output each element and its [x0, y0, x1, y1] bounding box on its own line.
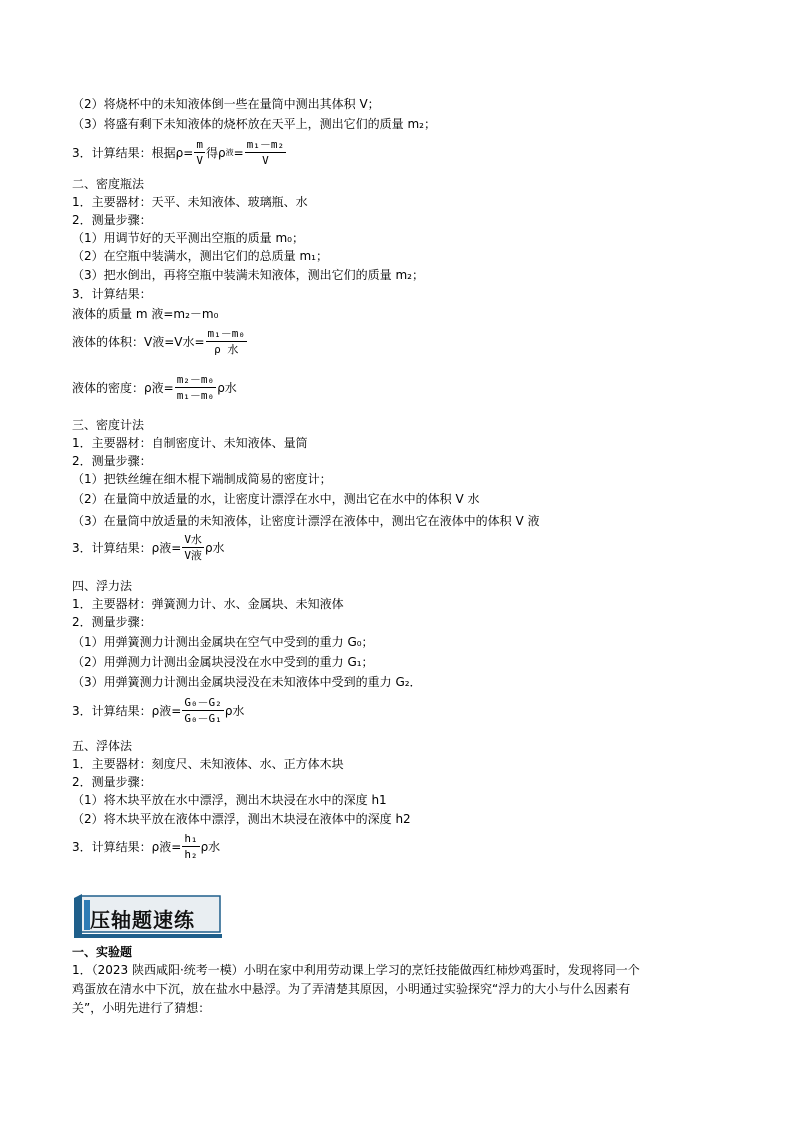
text-line: 1．主要器材：弹簧测力计、水、金属块、未知液体 [72, 597, 344, 611]
formula-prefix: 液体的体积：V液=V水= [72, 334, 205, 349]
text-line: （2）将烧杯中的未知液体倒一些在量筒中测出其体积 V； [72, 97, 380, 111]
fraction [175, 373, 217, 402]
paragraph-line: 1．（2023 陕西咸阳·统考一模）小明在家中利用劳动课上学习的烹饪技能做西红柿炒鸡蛋时，发现将同一个 [72, 963, 640, 977]
numerator: m₁－m₂ [246, 138, 285, 151]
banner-title: 压轴题速练 [90, 908, 195, 932]
formula-prefix: 3．计算结果：ρ液= [72, 839, 182, 854]
numerator: h₁ [184, 832, 198, 845]
denominator: V [262, 154, 269, 167]
formula-density-cylinder [72, 138, 287, 167]
denominator: G₀－G₁ [184, 712, 222, 725]
text-line: （2）用弹测力计测出金属块浸没在水中受到的重力 G₁； [72, 655, 374, 669]
exercise-heading: 一、实验题 [72, 945, 133, 959]
numerator: G₀－G₂ [184, 696, 222, 709]
denominator: ρ 水 [214, 343, 239, 356]
formula-suffix: ρ水 [200, 839, 221, 854]
text-line: 2．测量步骤： [72, 615, 152, 629]
text-line: 液体的质量 m 液=m₂－m₀ [72, 307, 219, 321]
section-banner [72, 892, 222, 942]
denominator: h₂ [184, 848, 198, 861]
paragraph-line: 鸡蛋放在清水中下沉，放在盐水中悬浮。为了弄清楚其原因，小明通过实验探究“浮力的大小与什么因素有 [72, 982, 631, 996]
formula-hydrometer [72, 533, 225, 562]
fraction [206, 327, 248, 356]
formula-buoyancy [72, 696, 244, 725]
fraction [182, 832, 199, 861]
section-title: 二、密度瓶法 [72, 177, 145, 191]
text-line: 2．测量步骤： [72, 454, 152, 468]
denominator: m₁－m₀ [176, 389, 215, 402]
numerator: V水 [184, 533, 202, 546]
text-line: 2．测量步骤： [72, 775, 152, 789]
section-title: 五、浮体法 [72, 739, 133, 753]
fraction [194, 138, 205, 167]
denominator: V [196, 154, 203, 167]
text-line: （3）将盛有剩下未知液体的烧杯放在天平上，测出它们的质量 m₂； [72, 117, 436, 131]
formula-suffix: ρ水 [224, 703, 245, 718]
text-line: 1．主要器材：自制密度计、未知液体、量筒 [72, 436, 308, 450]
formula-density [72, 373, 237, 402]
text-line: （1）将木块平放在水中漂浮，测出木块浸在水中的深度 h1 [72, 793, 387, 807]
text-line: （3）把水倒出，再将空瓶中装满未知液体，测出它们的质量 m₂； [72, 268, 424, 282]
formula-volume [72, 327, 248, 356]
formula-prefix: 3．计算结果：ρ液= [72, 703, 182, 718]
text-line: （2）在量筒中放适量的水，让密度计漂浮在水中，测出它在水中的体积 V 水 [72, 492, 480, 506]
text-line: （1）用调节好的天平测出空瓶的质量 m₀； [72, 231, 304, 245]
formula-prefix: 3．计算结果：ρ液= [72, 540, 182, 555]
text-line: 1．主要器材：天平、未知液体、玻璃瓶、水 [72, 195, 308, 209]
text-line: （3）用弹簧测力计测出金属块浸没在未知液体中受到的重力 G₂． [72, 675, 422, 689]
text-line: 1．主要器材：刻度尺、未知液体、水、正方体木块 [72, 757, 344, 771]
text-line: （1）把铁丝缠在细木棍下端制成简易的密度计； [72, 472, 332, 486]
fraction [182, 696, 224, 725]
text-line: （3）在量筒中放适量的未知液体，让密度计漂浮在液体中，测出它在液体中的体积 V 液 [72, 514, 540, 528]
formula-prefix: 液体的密度：ρ液= [72, 380, 174, 395]
formula-suffix: ρ水 [217, 380, 237, 395]
denominator: V液 [184, 549, 202, 562]
section-title: 三、密度计法 [72, 418, 145, 432]
text-line: 2．测量步骤： [72, 213, 152, 227]
text-line: （2）将木块平放在液体中漂浮，测出木块浸在液体中的深度 h2 [72, 812, 411, 826]
text-line: （2）在空瓶中装满水，测出它们的总质量 m₁； [72, 249, 328, 263]
paragraph-line: 关”，小明先进行了猜想： [72, 1001, 211, 1015]
numerator: m₂－m₀ [176, 373, 215, 386]
equals: = [233, 145, 244, 160]
fraction [245, 138, 287, 167]
formula-prefix: 3．计算结果：根据ρ= [72, 145, 194, 160]
formula-floating [72, 832, 220, 861]
subscript: 液 [225, 147, 234, 157]
numerator: m [196, 138, 203, 151]
section-title: 四、浮力法 [72, 579, 133, 593]
text-line: 3．计算结果： [72, 287, 152, 301]
numerator: m₁－m₀ [207, 327, 246, 340]
text-line: （1）用弹簧测力计测出金属块在空气中受到的重力 G₀； [72, 635, 374, 649]
fraction [182, 533, 204, 562]
formula-mid: 得ρ [205, 145, 226, 160]
formula-suffix: ρ水 [204, 540, 225, 555]
